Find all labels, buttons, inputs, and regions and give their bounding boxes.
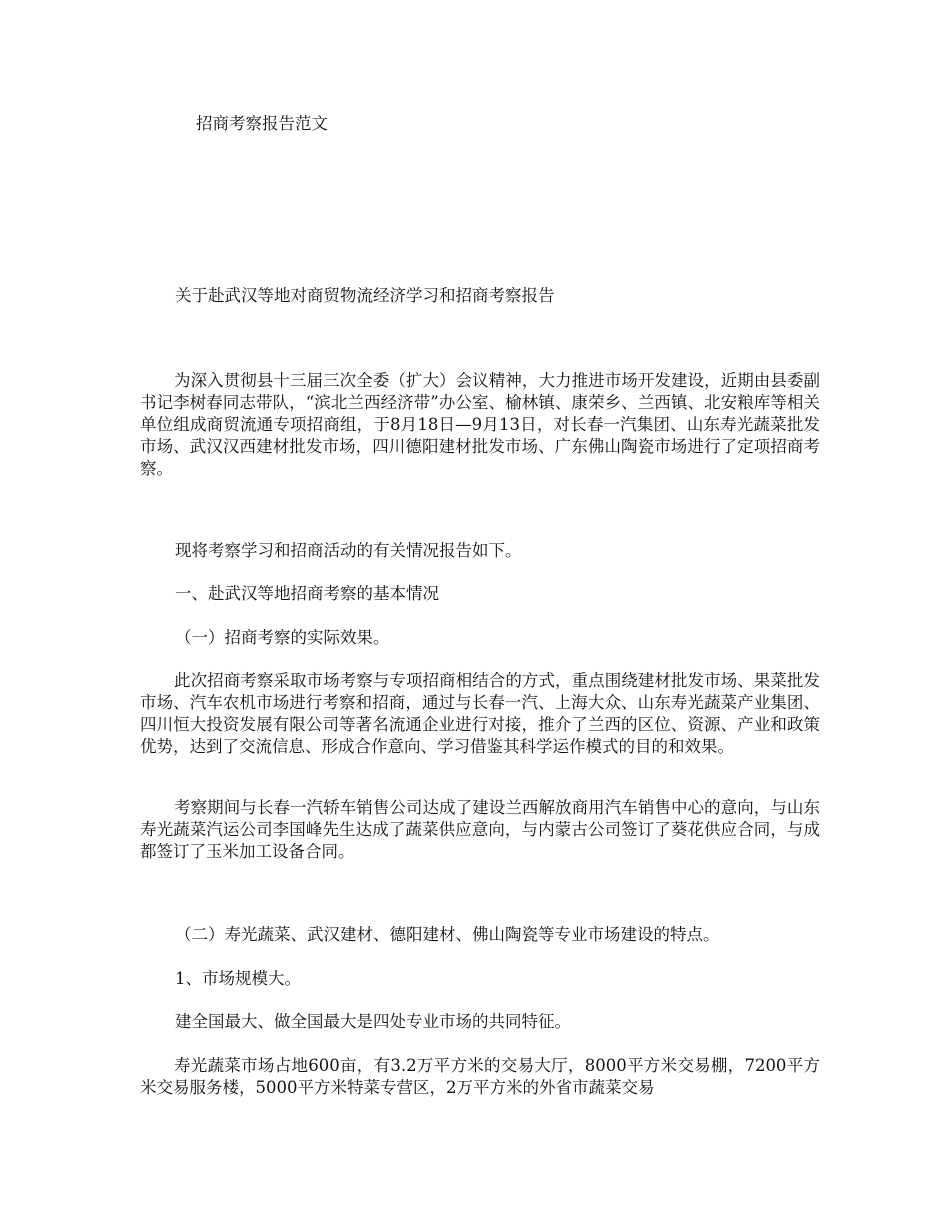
- paragraph-intro: 为深入贯彻县十三届三次全委（扩大）会议精神，大力推进市场开发建设，近期由县委副书记李树春同志带队，“滨北兰西经济带”办公室、榆林镇、康荣乡、兰西镇、北安粮库等相关单位组成商贸流通专项招商组，于8月18日—9月13日，对长春一汽集团、山东寿光蔬菜批发市场、武汉汉西建材批发市场，四川德阳建材批发市场、广东佛山陶瓷市场进行了定项招商考察。: [140, 371, 820, 478]
- paragraph-effect: 此次招商考察采取市场考察与专项招商相结合的方式，重点围绕建材批发市场、果菜批发市场、汽车农机市场进行考察和招商，通过与长春一汽、上海大众、山东寿光蔬菜产业集团、四川恒大投资发展有限公司等著名流通企业进行对接，推介了兰西的区位、资源、产业和政策优势，达到了交流信息、形成合作意向、学习借鉴其科学运作模式的目的和效果。: [140, 671, 820, 756]
- document-subtitle: 关于赴武汉等地对商贸物流经济学习和招商考察报告: [175, 286, 555, 305]
- paragraph-shouguang: 寿光蔬菜市场占地600亩，有3.2万平方米的交易大厅，8000平方米交易棚，7200平方米交易服务楼，5000平方米特菜专营区，2万平方米的外省市蔬菜交易: [140, 1056, 820, 1097]
- subsection-heading-1-2: （二）寿光蔬菜、武汉建材、德阳建材、佛山陶瓷等专业市场建设的特点。: [175, 925, 720, 944]
- paragraph-agreements: 考察期间与长春一汽轿车销售公司达成了建设兰西解放商用汽车销售中心的意向，与山东寿光蔬菜汽运公司李国峰先生达成了蔬菜供应意向，与内蒙古公司签订了葵花供应合同，与成都签订了玉米加工设备合同。: [140, 798, 820, 861]
- paragraph-report-intro: 现将考察学习和招商活动的有关情况报告如下。: [175, 541, 522, 560]
- section-heading-1: 一、赴武汉等地招商考察的基本情况: [175, 584, 439, 603]
- subsection-heading-1-1: （一）招商考察的实际效果。: [175, 628, 390, 647]
- paragraph-largest: 建全国最大、做全国最大是四处专业市场的共同特征。: [175, 1012, 571, 1031]
- point-heading-market-scale: 1、市场规模大。: [175, 969, 301, 988]
- document-title: 招商考察报告范文: [196, 114, 328, 133]
